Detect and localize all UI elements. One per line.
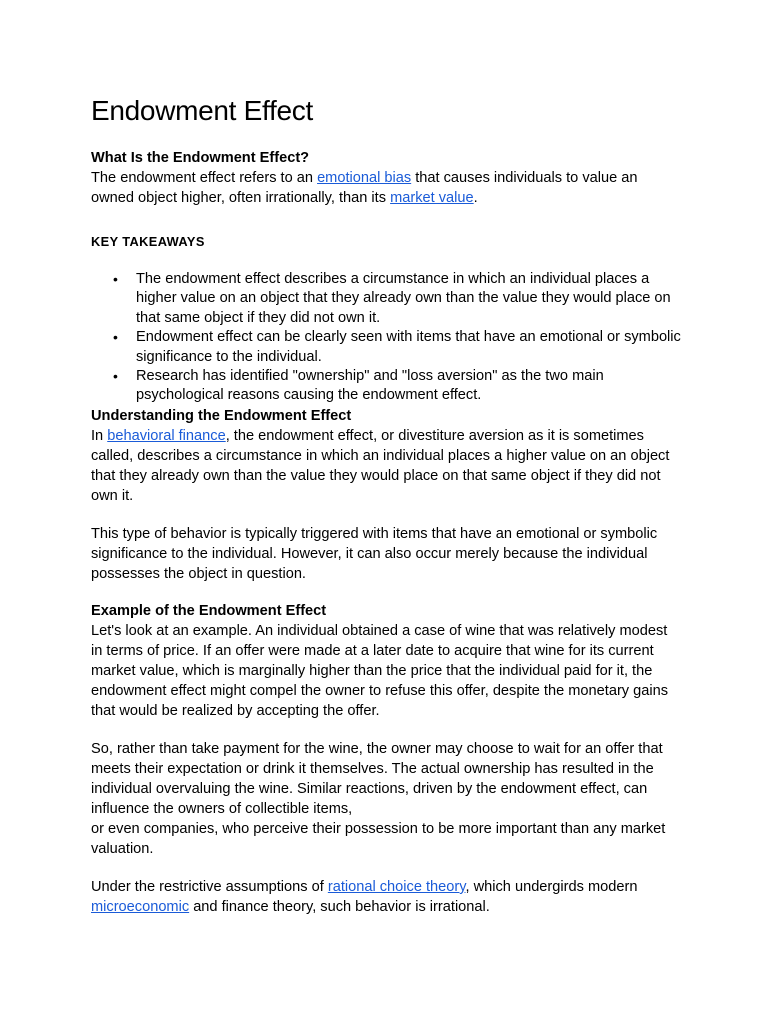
list-item-text: Research has identified "ownership" and "loss aversion" as the two main psychological reasons causing the endowment effect. [136,368,604,404]
understanding-text-2: , the endowment effect, or divestiture aversion as it is sometimes called, describes a circumstance in which an individual places a higher value on an object that they already own than the value they would place on that same object if they did not own it. [91,427,670,504]
list-item [91,328,691,367]
understanding-text-1: In [91,427,108,444]
example-p3-text-2: , which undergirds modern [465,878,638,895]
bullet-icon: • [113,271,118,287]
example-p3-text-3: and finance theory, such behavior is irrational. [189,898,490,915]
list-item [91,367,691,406]
microeconomic-link[interactable]: microeconomic [91,898,190,915]
emotional-bias-link[interactable]: emotional bias [317,170,412,186]
intro-heading: What Is the Endowment Effect? [91,150,310,166]
intro-text-3: . [473,190,478,206]
key-takeaways-heading: KEY TAKEAWAYS [91,234,205,249]
rational-choice-theory-link[interactable]: rational choice theory [327,878,466,895]
example-paragraph-3 [91,877,681,917]
intro-text-2: that causes individuals to value an owned object higher, often irrationally, than its [91,170,638,206]
example-paragraph-2 [91,739,681,859]
understanding-paragraph-1 [91,426,681,506]
understanding-paragraph-2: This type of behavior is typically triggered with items that have an emotional or symbolic significance to the individual. However, it can also occur merely because the individual possesses the object in question. [91,525,658,582]
example-paragraph-1: Let's look at an example. An individual obtained a case of wine that was relatively modest in terms of price. If an offer were made at a later date to acquire that wine for its current market value, which is marginally higher than the price that the individual paid for it, the endowment effect might compel the owner to refuse this offer, despite the monetary gains that would be realized by accepting the offer. [91,622,669,719]
key-takeaways-list [91,270,691,406]
bullet-icon: • [113,368,118,385]
document-page [91,92,691,917]
intro-text-1: The endowment effect refers to an [91,170,318,186]
intro-paragraph [91,168,681,208]
example-p3-text-1: Under the restrictive assumptions of [91,878,328,895]
example-p2-line-2: or even companies, who perceive their possession to be more important than any market valuation. [91,820,666,857]
list-item [91,270,691,328]
bullet-icon: • [113,329,118,346]
page-title: Endowment Effect [91,95,313,126]
market-value-link[interactable]: market value [390,190,474,206]
behavioral-finance-link[interactable]: behavioral finance [107,427,226,444]
list-item-text: Endowment effect can be clearly seen with items that have an emotional or symbolic significance to the individual. [136,329,681,365]
example-p2-line-1: So, rather than take payment for the wine, the owner may choose to wait for an offer that meets their expectation or drink it themselves. The actual ownership has resulted in the individual overvaluing the wine. Similar reactions, driven by the endowment effect, can influence the owners of collectible items, [91,740,663,817]
example-heading: Example of the Endowment Effect [91,602,327,619]
list-item-text: The endowment effect describes a circumstance in which an individual places a higher value on an object that they already own than the value they would place on that same object if they did not own it. [136,271,671,326]
understanding-heading: Understanding the Endowment Effect [91,407,352,424]
